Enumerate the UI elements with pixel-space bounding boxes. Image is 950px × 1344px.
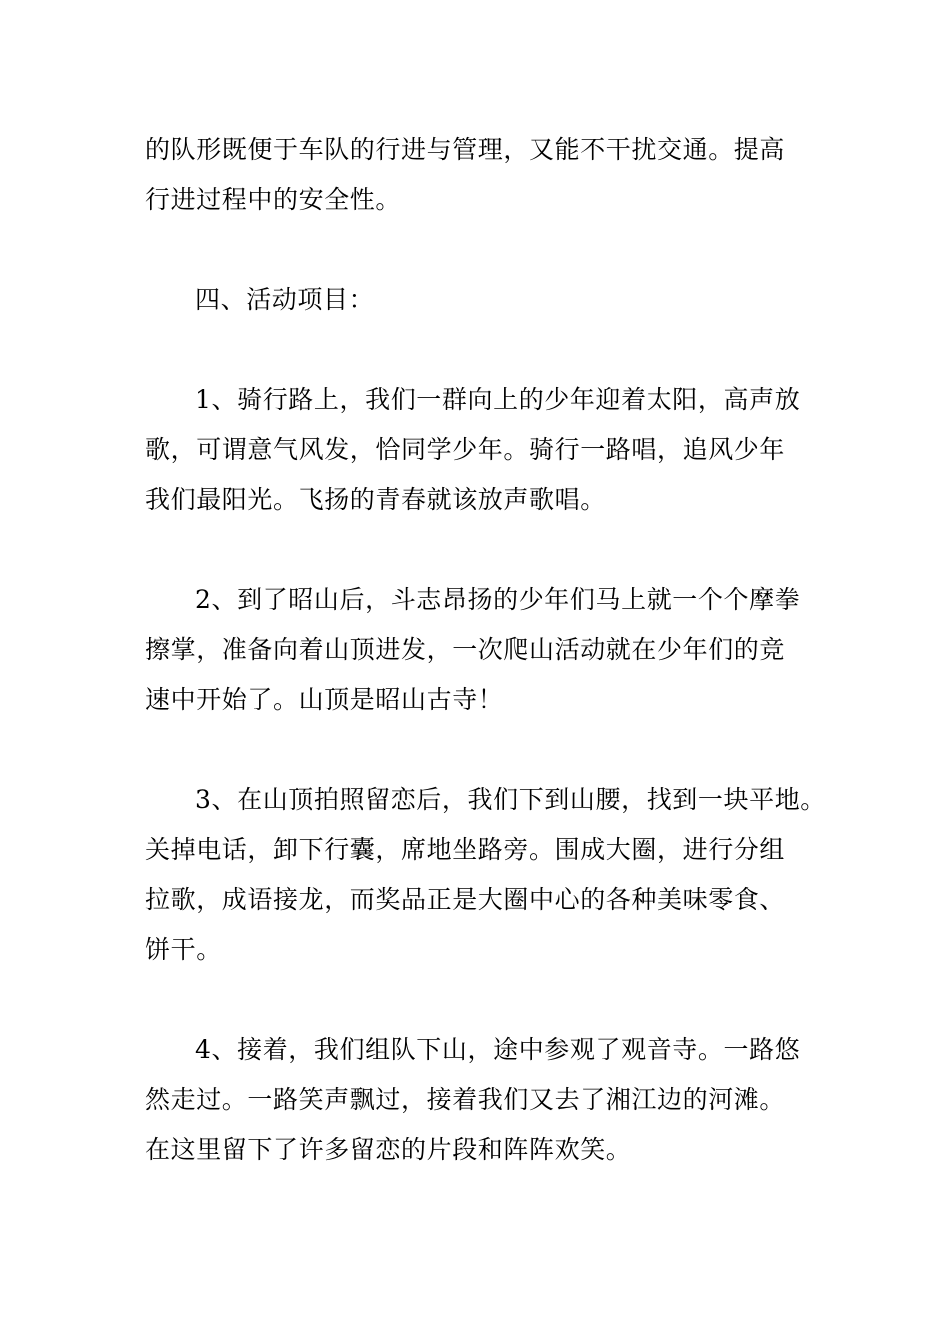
text-line: 关掉电话，卸下行囊，席地坐路旁。围成大圈，进行分组 bbox=[145, 835, 786, 864]
text-line: 速中开始了。山顶是昭山古寺！ bbox=[145, 685, 504, 714]
text-line: 歌，可谓意气风发，恰同学少年。骑行一路唱，追风少年 bbox=[145, 435, 786, 464]
text-line: 我们最阳光。飞扬的青春就该放声歌唱。 bbox=[145, 485, 606, 514]
text-line: 在这里留下了许多留恋的片段和阵阵欢笑。 bbox=[145, 1135, 632, 1164]
text-line: 饼干。 bbox=[145, 935, 222, 964]
text-line: 的队形既便于车队的行进与管理，又能不干扰交通。提高 bbox=[145, 135, 786, 164]
text-line: 行进过程中的安全性。 bbox=[145, 185, 402, 214]
text-line: 2、到了昭山后，斗志昂扬的少年们马上就一个个摩拳 bbox=[195, 585, 801, 614]
text-line: 4、接着，我们组队下山，途中参观了观音寺。一路悠 bbox=[195, 1035, 801, 1064]
text-line: 拉歌，成语接龙，而奖品正是大圈中心的各种美味零食、 bbox=[145, 885, 786, 914]
text-line: 3、在山顶拍照留恋后，我们下到山腰，找到一块平地。 bbox=[195, 785, 826, 814]
text-line: 1、骑行路上，我们一群向上的少年迎着太阳，高声放 bbox=[195, 385, 801, 414]
text-line: 擦掌，准备向着山顶进发，一次爬山活动就在少年们的竞 bbox=[145, 635, 786, 664]
heading-text: 四、活动项目： bbox=[195, 285, 375, 314]
text-line: 然走过。一路笑声飘过，接着我们又去了湘江边的河滩。 bbox=[145, 1085, 786, 1114]
